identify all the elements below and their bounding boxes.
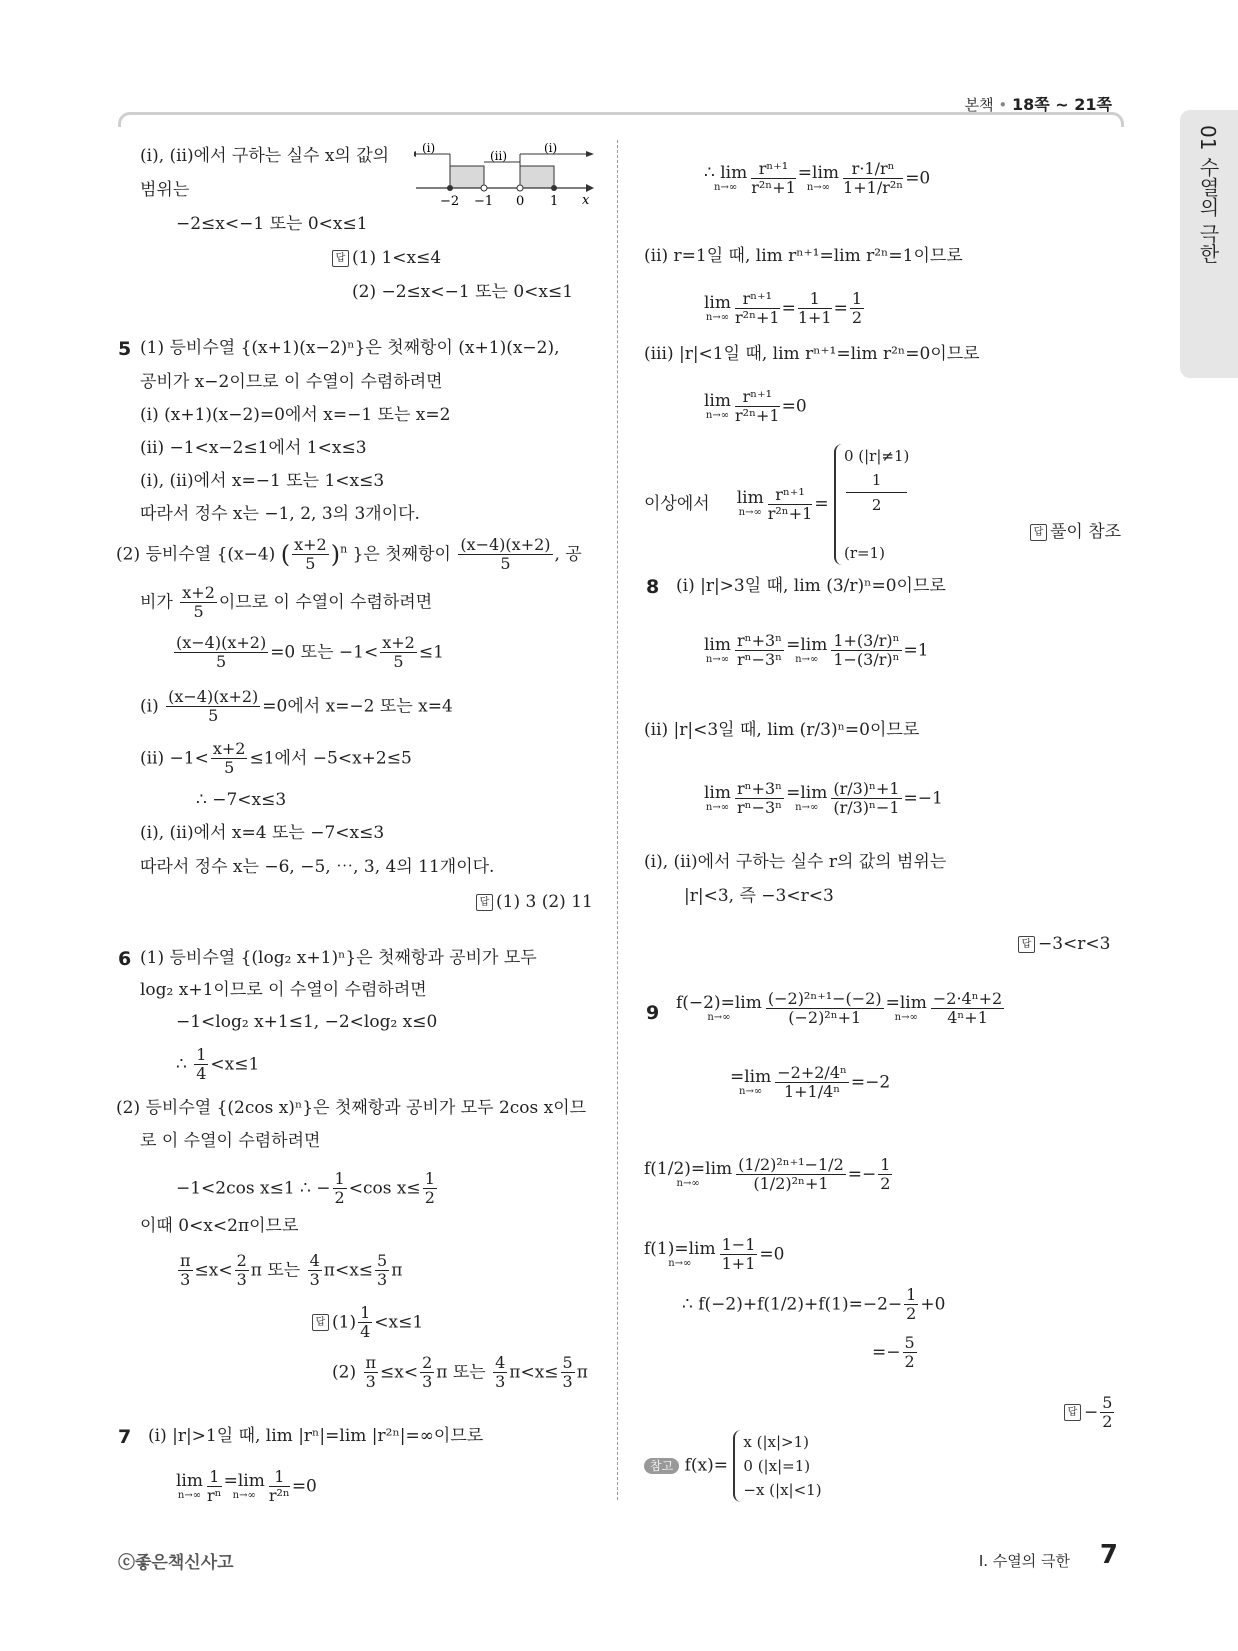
answer-icon: 답 xyxy=(1018,936,1035,953)
problem-9-number: 9 xyxy=(646,1002,660,1024)
p6-line-4: ∴ $\frac{1}{4}$ <x≤1 xyxy=(176,1045,260,1084)
r-line-5: lim n→∞ $\frac{\text{rⁿ⁺¹}}{\text{r²ⁿ+1}}$ =0 xyxy=(704,387,807,426)
answer-icon: 답 xyxy=(332,250,349,267)
answer-6-2: (2) $\frac{\pi}{3}$ ≤x< $\frac{2}{3}$ π 또는 $\frac{4}{3}$ π<x≤ $\frac{5}{3}$ π xyxy=(332,1353,588,1392)
note-brace: x (|x|>1) 0 (|x|=1) −x (|x|<1) xyxy=(733,1430,821,1502)
p5-line-1: (1) 등비수열 {(x+1)(x−2)ⁿ}은 첫째항이 (x+1)(x−2), xyxy=(140,338,560,358)
r-line-6: 이상에서 lim n→∞ $\frac{\text{rⁿ⁺¹}}{\text{r²ⁿ+1}}$ = 0 (|r|≠1) 1 2 (r=1) xyxy=(644,444,909,565)
answer-8: 답 −3<r<3 xyxy=(1018,934,1111,954)
bracket-label-1: (ⅰ) xyxy=(422,142,436,155)
r-line-4: (ⅲ) |r|<1일 때, lim rⁿ⁺¹=lim r²ⁿ=0이므로 xyxy=(644,344,980,364)
p5b-line-4: (ⅰ) $\frac{(x-4)(x+2)}{5}$ =0에서 x=−2 또는 x=4 xyxy=(140,687,453,726)
r-line-3: lim n→∞ $\frac{\text{rⁿ⁺¹}}{\text{r²ⁿ+1}}$ = $\frac{1}{1+1}$ = $\frac{1}{2}$ xyxy=(704,289,863,328)
p9-line-3: f(1/2)=lim n→∞ $\frac{\text{(1/2)²ⁿ⁺¹−1/2}}{\text{(1/2)²ⁿ+1}}$ =− $\frac{1}{2}$ xyxy=(644,1155,891,1194)
p8-line-4: lim n→∞ $\frac{\text{rⁿ+3ⁿ}}{\text{rⁿ−3ⁿ}}$ =lim n→∞ $\frac{\text{(r/3)ⁿ+1}}{\text{(r/3)ⁿ−1}}$ =−1 xyxy=(704,779,943,818)
p5b-line-3: $\frac{(x-4)(x+2)}{5}$ =0 또는 −1< $\frac{x+2}{5}$ ≤1 xyxy=(176,633,444,672)
bracket-label-3: (ⅰ) xyxy=(544,142,558,155)
problem-8-number: 8 xyxy=(646,576,660,598)
axis-arrow xyxy=(586,184,594,192)
note-badge: 참고 xyxy=(644,1458,679,1474)
footer-section: Ⅰ. 수열의 극한 xyxy=(978,1552,1070,1570)
intro-line-2: 범위는 xyxy=(140,180,190,200)
tick-label-1: 1 xyxy=(550,194,559,209)
intro-line-3: −2≤x<−1 또는 0<x≤1 xyxy=(176,214,368,234)
p8-line-3: (ⅱ) |r|<3일 때, lim (r/3)ⁿ=0이므로 xyxy=(644,720,920,740)
p5b-line-7: (ⅰ), (ⅱ)에서 x=4 또는 −7<x≤3 xyxy=(140,823,385,843)
tick-label-m1: −1 xyxy=(474,194,494,209)
p6b-line-5: $\frac{\pi}{3}$ ≤x< $\frac{2}{3}$ π 또는 $\frac{4}{3}$ π<x≤ $\frac{5}{3}$ π xyxy=(180,1251,403,1290)
p5-line-3: (ⅰ) (x+1)(x−2)=0에서 x=−1 또는 x=2 xyxy=(140,405,451,425)
tick-label-m2: −2 xyxy=(440,194,460,209)
p9-line-6: =− $\frac{5}{2}$ xyxy=(872,1333,915,1372)
shade-left xyxy=(450,166,484,188)
problem-7-number: 7 xyxy=(118,1426,132,1448)
problem-6-number: 6 xyxy=(118,948,132,970)
answer-5: 답 (1) 3 (2) 11 xyxy=(476,892,593,912)
case-brace: 0 (|r|≠1) 1 2 (r=1) xyxy=(834,444,909,565)
answer-7: 답 풀이 참조 xyxy=(1030,522,1121,542)
answer-prev-2: (2) −2≤x<−1 또는 0<x≤1 xyxy=(352,282,574,302)
bracket-left-arrow xyxy=(414,151,416,157)
p5-line-5: (ⅰ), (ⅱ)에서 x=−1 또는 1<x≤3 xyxy=(140,471,385,491)
point-0 xyxy=(517,185,523,191)
r-line-1: ∴ lim n→∞ $\frac{\text{rⁿ⁺¹}}{\text{r²ⁿ+1}}$ =lim n→∞ $\frac{\text{r·1/rⁿ}}{\text{1+1/r²ⁿ}}$ =0 xyxy=(704,159,931,198)
header-range-text: 18쪽 ~ 21쪽 xyxy=(1012,95,1112,114)
answer-prev-1: 답 (1) 1<x≤4 xyxy=(332,248,441,268)
p9-line-4: f(1)=lim n→∞ $\frac{1-1}{1+1}$ =0 xyxy=(644,1235,785,1274)
header-book-label: 본책 xyxy=(964,96,994,114)
note-block: 참고 f(x)= x (|x|>1) 0 (|x|=1) −x (|x|<1) xyxy=(644,1430,822,1502)
answer-9: 답 − $\frac{5}{2}$ xyxy=(1064,1394,1116,1432)
tick-label-0: 0 xyxy=(516,194,525,209)
point-1 xyxy=(551,185,557,191)
intro-line-1: (ⅰ), (ⅱ)에서 구하는 실수 x의 값의 xyxy=(140,146,390,166)
p7-line-1: (ⅰ) |r|>1일 때, lim |rⁿ|=lim |r²ⁿ|=∞이므로 xyxy=(148,1426,484,1446)
p7-line-2: lim n→∞ $\frac{1}{\text{rⁿ}}$ =lim n→∞ $\frac{1}{\text{r²ⁿ}}$ =0 xyxy=(176,1467,317,1506)
problem-5-number: 5 xyxy=(118,338,132,360)
p6b-line-1: (2) 등비수열 {(2cos x)ⁿ}은 첫째항과 공비가 모두 2cos x이므 xyxy=(116,1098,587,1118)
chapter-tab-label: 01 수열의 극한 xyxy=(1196,125,1220,264)
p6-line-2: log₂ x+1이므로 이 수열이 수렴하려면 xyxy=(140,980,427,1000)
p5-line-4: (ⅱ) −1<x−2≤1에서 1<x≤3 xyxy=(140,438,367,458)
p6b-line-3: −1<2cos x≤1 ∴ − $\frac{1}{2}$ <cos x≤ $\frac{1}{2}$ xyxy=(176,1169,435,1208)
answer-6-1: 답 (1) $\frac{1}{4}$ <x≤1 xyxy=(312,1304,423,1342)
footer-publisher: ⓒ좋은책신사고 xyxy=(118,1553,234,1573)
bracket-right-arrow xyxy=(586,151,594,157)
p8-line-6: |r|<3, 즉 −3<r<3 xyxy=(684,886,834,906)
page-number: 7 xyxy=(1099,1540,1118,1570)
p8-line-5: (ⅰ), (ⅱ)에서 구하는 실수 r의 값의 범위는 xyxy=(644,852,947,872)
answer-icon: 답 xyxy=(312,1314,329,1331)
p6b-line-4: 이때 0<x<2π이므로 xyxy=(140,1216,299,1236)
answer-icon: 답 xyxy=(1064,1404,1081,1421)
p5-line-2: 공비가 x−2이므로 이 수열이 수렴하려면 xyxy=(140,372,443,392)
p5b-line-5: (ⅱ) −1< $\frac{x+2}{5}$ ≤1에서 −5<x+2≤5 xyxy=(140,739,412,778)
shade-right xyxy=(520,166,554,188)
axis-var-label: x xyxy=(582,193,590,208)
answer-icon: 답 xyxy=(476,894,493,911)
p6-line-1: (1) 등비수열 {(log₂ x+1)ⁿ}은 첫째항과 공비가 모두 xyxy=(140,948,537,968)
p6b-line-2: 로 이 수열이 수렴하려면 xyxy=(140,1131,321,1151)
p5b-line-8: 따라서 정수 x는 −6, −5, ⋯, 3, 4의 11개이다. xyxy=(140,857,495,877)
point-m1 xyxy=(481,185,487,191)
point-m2 xyxy=(447,185,453,191)
number-line-diagram xyxy=(414,142,594,212)
p5-line-6: 따라서 정수 x는 −1, 2, 3의 3개이다. xyxy=(140,504,420,524)
p5b-line-6: ∴ −7<x≤3 xyxy=(196,790,287,810)
p8-line-1: (ⅰ) |r|>3일 때, lim (3/r)ⁿ=0이므로 xyxy=(676,576,946,596)
r-line-2: (ⅱ) r=1일 때, lim rⁿ⁺¹=lim r²ⁿ=1이므로 xyxy=(644,246,963,266)
p9-line-5: ∴ f(−2)+f(1/2)+f(1)=−2− $\frac{1}{2}$ +0 xyxy=(682,1285,946,1324)
p6-line-3: −1<log₂ x+1≤1, −2<log₂ x≤0 xyxy=(176,1012,438,1032)
bracket-label-2: (ⅱ) xyxy=(490,149,508,163)
answer-icon: 답 xyxy=(1030,524,1047,541)
column-divider xyxy=(617,140,618,1500)
p8-line-2: lim n→∞ $\frac{\text{rⁿ+3ⁿ}}{\text{rⁿ−3ⁿ}}$ =lim n→∞ $\frac{\text{1+(3/r)ⁿ}}{\text{1−(3/r)ⁿ}}$ =1 xyxy=(704,631,929,670)
p9-line-1: f(−2)=lim n→∞ $\frac{\text{(−2)²ⁿ⁺¹−(−2)}}{\text{(−2)²ⁿ+1}}$ =lim n→∞ $\frac{\text{−2·4ⁿ+2}}{\text{4ⁿ+1}}$ xyxy=(676,989,1003,1028)
p9-line-2: =lim n→∞ $\frac{\text{−2+2/4ⁿ}}{\text{1+1/4ⁿ}}$ =−2 xyxy=(730,1063,891,1102)
p5b-line-2: 비가 $\frac{x+2}{5}$ 이므로 이 수열이 수렴하려면 xyxy=(140,583,433,622)
p5b-line-1: (2) 등비수열 {(x−4) ( $\frac{x+2}{5}$ )$^n$ }은 첫째항이 $\frac{(x-4)(x+2)}{5}$ , 공 xyxy=(116,535,582,574)
header-page-range: 본책 • 18쪽 ~ 21쪽 xyxy=(964,95,1112,114)
header-rule xyxy=(118,112,1124,127)
